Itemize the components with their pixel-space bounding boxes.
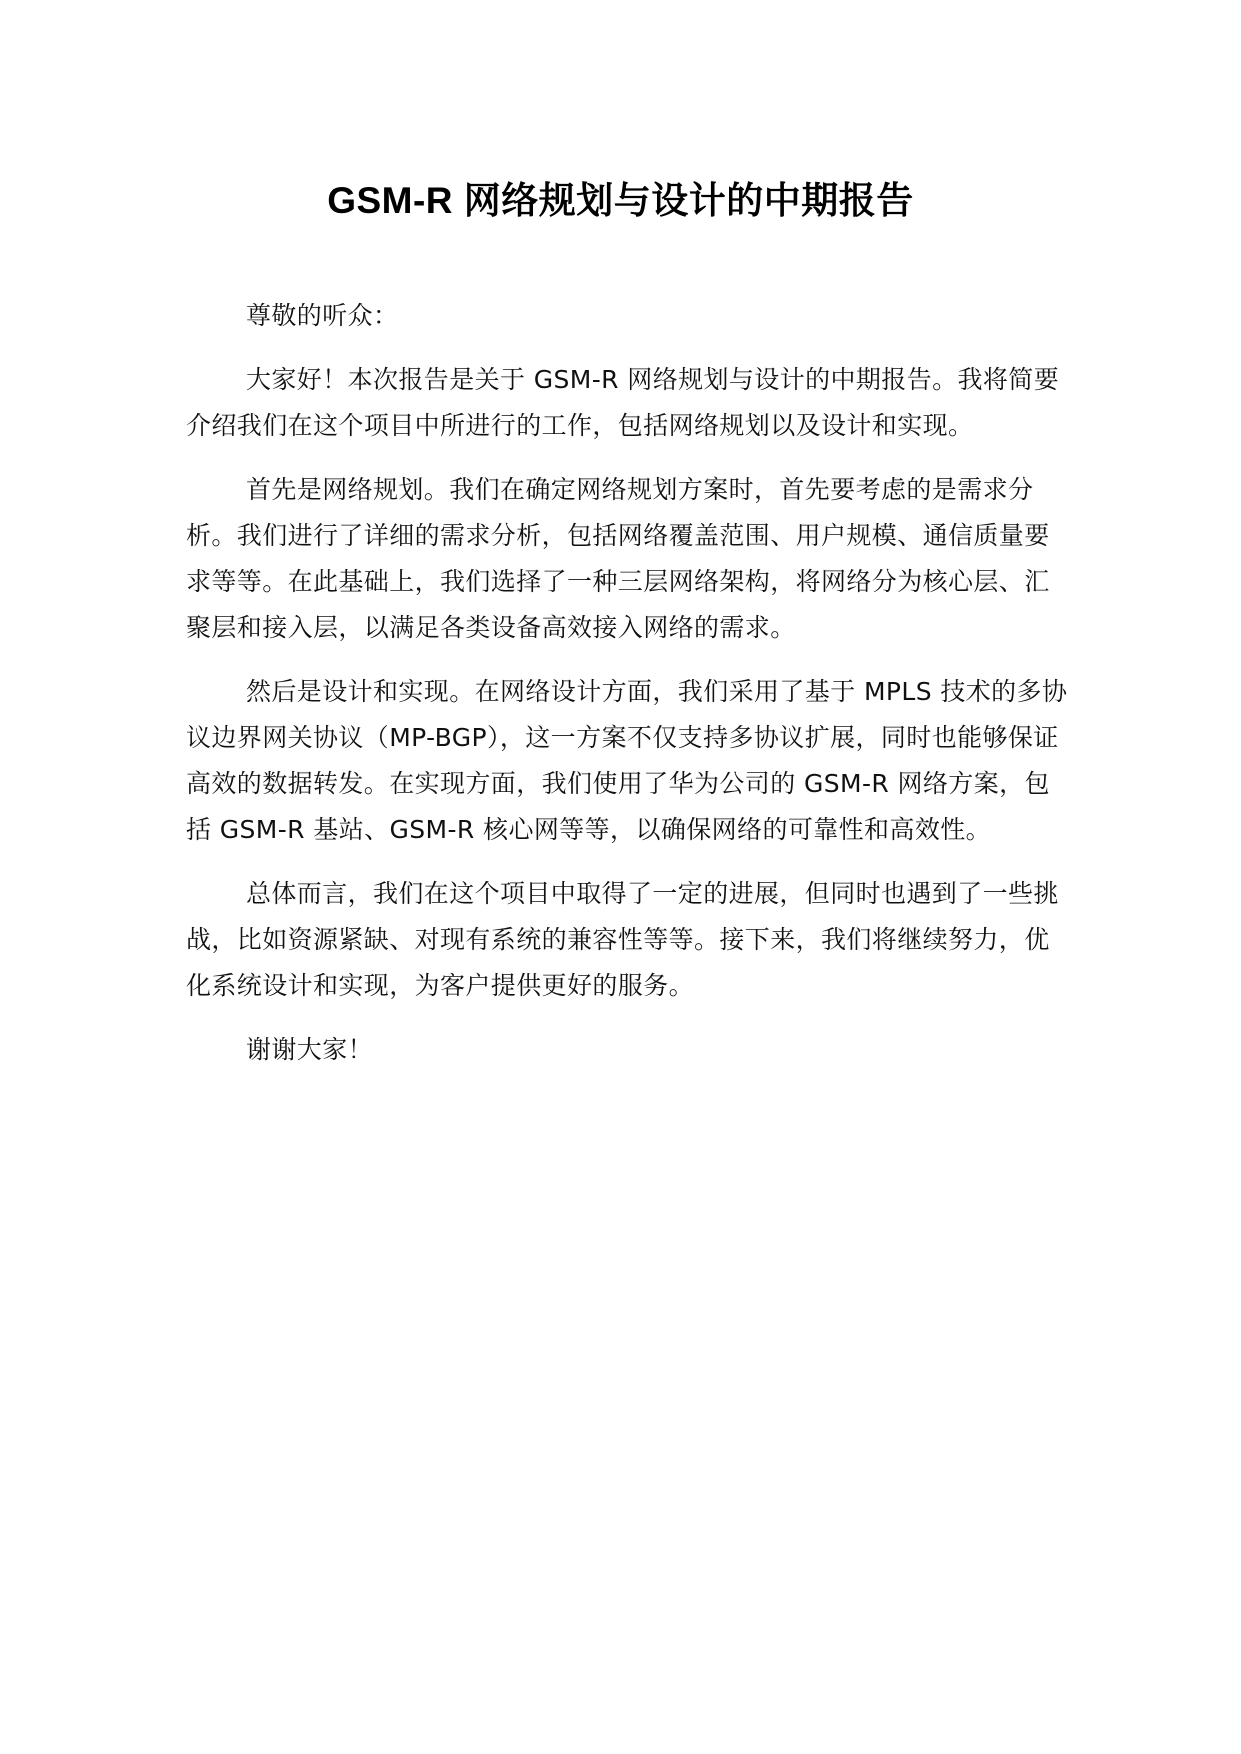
- document-body: [186, 293, 1068, 1091]
- paragraph-summary: 总体而言，我们在这个项目中取得了一定的进展，但同时也遇到了一些挑战，比如资源紧缺、对现有系统的兼容性等等。接下来，我们将继续努力，优化系统设计和实现，为客户提供更好的服务。: [186, 879, 1059, 1000]
- paragraph-design-implementation: 然后是设计和实现。在网络设计方面，我们采用了基于 MPLS 技术的多协议边界网关协议（MP-BGP），这一方案不仅支持多协议扩展，同时也能够保证高效的数据转发。在实现方面，我们使用了华为公司的 GSM-R 网络方案，包括 GSM-R 基站、GSM-R 核心网等等，以确保网络的可靠性和高效性。: [186, 677, 1068, 844]
- paragraph-intro: 大家好！本次报告是关于 GSM-R 网络规划与设计的中期报告。我将简要介绍我们在这个项目中所进行的工作，包括网络规划以及设计和实现。: [186, 365, 1060, 440]
- paragraph-network-planning: 首先是网络规划。我们在确定网络规划方案时，首先要考虑的是需求分析。我们进行了详细的需求分析，包括网络覆盖范围、用户规模、通信质量要求等等。在此基础上，我们选择了一种三层网络架构，将网络分为核心层、汇聚层和接入层，以满足各类设备高效接入网络的需求。: [186, 475, 1050, 642]
- closing-remark: 谢谢大家！: [246, 1035, 374, 1064]
- salutation: 尊敬的听众：: [246, 301, 399, 330]
- document-title: GSM-R 网络规划与设计的中期报告: [327, 180, 914, 221]
